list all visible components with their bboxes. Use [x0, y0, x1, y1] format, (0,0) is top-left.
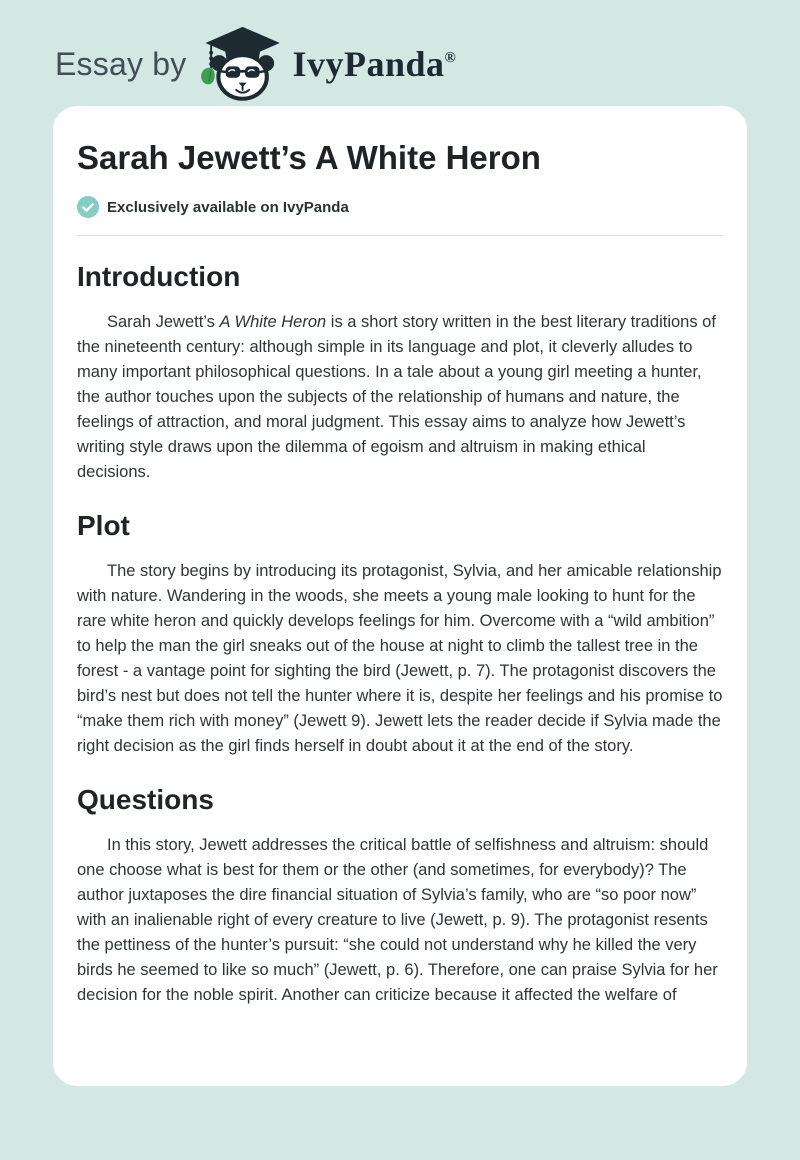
- plot-paragraph: The story begins by introducing its protagonist, Sylvia, and her amicable relationship with nature. Wandering in the woods, she meets a young male looking to hunt for the rare white heron and quickly develops feelings for him. Overcome with a “wild ambition” to help the man the girl sneaks out of the house at night to climb the tallest tree in the forest - a vantage point for sighting the bird (Jewett, p. 7). The protagonist discovers the bird’s nest but does not tell the hunter where it is, despite her feelings and his promise to “make them rich with money” (Jewett 9). Jewett lets the reader decide if Sylvia made the right decision as the girl finds herself in doubt about it at the end of the story.: [77, 562, 723, 755]
- panda-graduate-icon: [199, 25, 283, 103]
- ivypanda-logo[interactable]: [199, 25, 456, 103]
- site-header: [0, 0, 800, 102]
- section-heading-questions: Questions: [77, 784, 214, 815]
- intro-title-italic: A White Heron: [219, 313, 327, 331]
- section-heading-introduction: Introduction: [77, 261, 241, 292]
- intro-text-post: is a short story written in the best literary traditions of the nineteenth century: although simple in its language and plot, it cleverly alludes to many important philosophical questions. In a tale about a young girl meeting a hunter, the author touches upon the subjects of the relationship of humans and nature, the feelings of attraction, and moral judgment. This essay aims to analyze how Jewett’s writing style draws upon the dilemma of egoism and altruism in making ethical decisions.: [77, 313, 716, 481]
- badge-text: Exclusively available on IvyPanda: [107, 198, 349, 216]
- check-icon: [77, 196, 99, 218]
- introduction-paragraph: [77, 310, 723, 485]
- essay-card: [53, 106, 747, 1086]
- exclusive-badge: [77, 196, 723, 218]
- brand-name: IvyPanda®: [292, 44, 457, 84]
- essay-title: Sarah Jewett’s A White Heron: [77, 139, 541, 176]
- registered-mark: ®: [444, 50, 457, 66]
- intro-text-pre: Sarah Jewett’s: [107, 313, 220, 331]
- essay-by-label: Essay by: [55, 45, 187, 82]
- section-heading-plot: Plot: [77, 510, 130, 541]
- questions-paragraph: In this story, Jewett addresses the critical battle of selfishness and altruism: should one choose what is best for them or the other (and sometimes, for everybody)? The author juxtaposes the dire financial situation of Sylvia’s family, who are “so poor now” with an inalienable right of every creature to live (Jewett, p. 9). The protagonist resents the pettiness of the hunter’s pursuit: “she could not understand why he killed the very birds he seemed to like so much” (Jewett, p. 6). Therefore, one can praise Sylvia for her decision for the noble spirit. Another can criticize because it affected the welfare of: [77, 836, 718, 1004]
- divider: [77, 235, 723, 236]
